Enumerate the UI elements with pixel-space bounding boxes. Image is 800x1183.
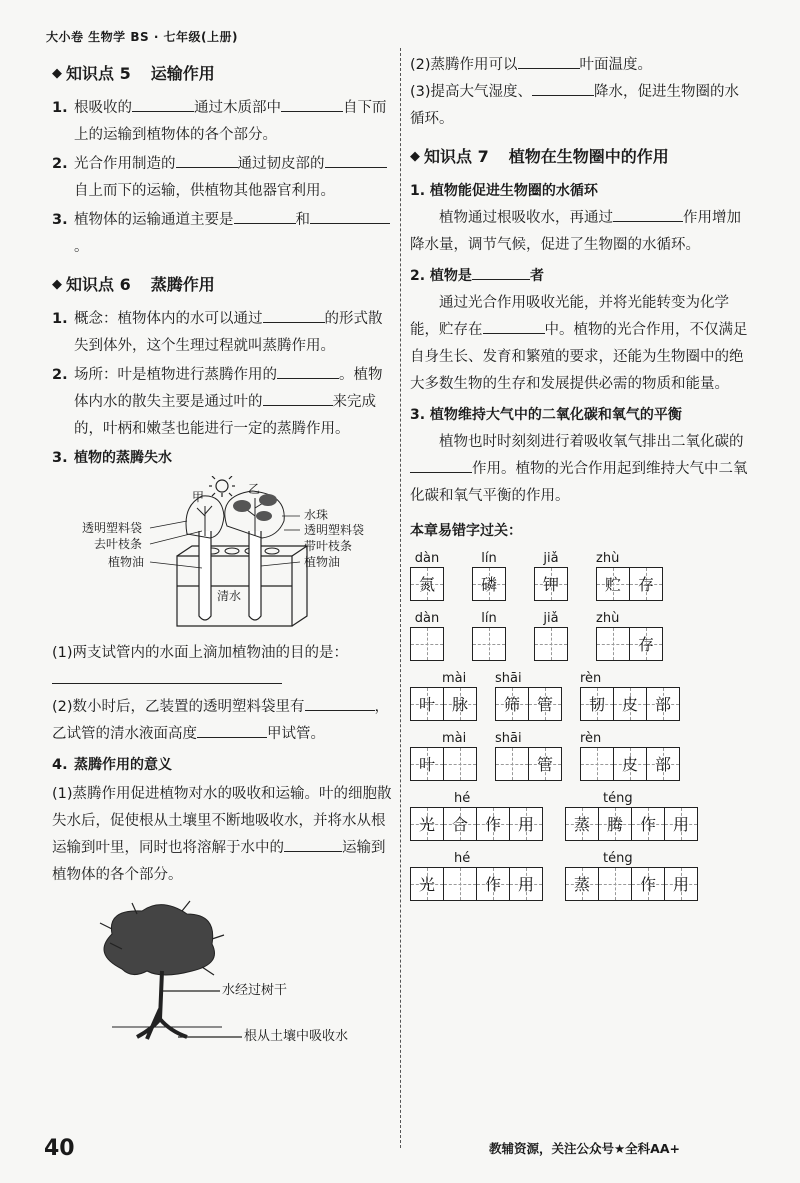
heading-text: 2. 植物是 [410,268,472,284]
char-row-1 [410,551,750,601]
pinyin: lín [481,551,497,566]
k5-item-3 [52,207,392,261]
character: 韧 [588,694,605,714]
char-box[interactable] [665,867,698,901]
section-title: 运输作用 [150,64,215,83]
character: 作 [484,874,501,894]
character: 作 [639,874,656,894]
char-box[interactable] [529,687,562,721]
pinyin: hé [454,851,471,866]
pinyin: téng [603,851,633,866]
item-text: 自上而下的运输，供植物其他器官利用。 [74,183,335,199]
page-header: 大小卷 生物学 BS · 七年级(上册) [46,30,239,44]
blank-field[interactable] [132,95,194,112]
item-number: 4. [52,757,68,773]
char-box[interactable] [444,867,477,901]
char-box[interactable] [472,567,506,601]
paragraph-text: 叶面温度。 [579,57,653,73]
char-box[interactable] [495,747,529,781]
char-box[interactable] [665,807,698,841]
pinyin: jiǎ [543,551,559,566]
character: 用 [517,874,534,894]
blank-field[interactable] [518,52,580,69]
blank-field[interactable] [197,721,267,738]
char-box[interactable] [477,807,510,841]
char-cell [534,551,568,601]
character: 蒸 [573,874,590,894]
char-box[interactable] [477,867,510,901]
char-box[interactable] [599,807,632,841]
tree-illustration [52,899,392,1049]
character: 合 [451,814,468,834]
character: 部 [654,694,671,714]
question-text: 甲试管。 [267,726,325,742]
k7-item-3-heading: 3. 植物维持大气中的二氧化碳和氧气的平衡 [410,407,682,423]
blank-field[interactable] [281,95,343,112]
char-box[interactable] [534,567,568,601]
character: 用 [672,814,689,834]
paragraph-text: (2)蒸腾作用可以 [410,57,518,73]
char-box[interactable] [510,807,543,841]
item-number: 3. [52,212,68,228]
char-box[interactable] [410,687,444,721]
char-box[interactable] [495,687,529,721]
char-pair [596,611,663,661]
diamond-icon: ◆ [52,277,62,292]
pinyin: mài [442,731,467,746]
char-box[interactable] [614,747,647,781]
char-pair [596,551,663,601]
label-jia: 甲 [192,490,205,504]
k6-item-1 [52,306,392,360]
pinyin: dàn [414,611,440,626]
question-text: (1)两支试管内的水面上滴加植物油的目的是： [52,645,349,661]
item-text: 。植物体内水的散失主要是通过叶的 [74,367,383,410]
footer-note: 教辅资源，关注公众号★全科AA+ [488,1141,680,1156]
char-box[interactable] [472,627,506,661]
char-box[interactable] [630,567,663,601]
paragraph-text: (3)提高大气湿度、 [410,84,533,100]
blank-field[interactable] [410,456,472,473]
k6-q1 [52,640,392,694]
section-number: 知识点 6 [66,275,131,294]
label-bag-left: 透明塑料袋 [82,521,143,535]
pinyin: rèn [580,671,602,686]
blank-field[interactable] [350,207,390,224]
item-text: 概念：植物体内的水可以通过 [74,311,263,327]
pinyin: jiǎ [543,611,559,626]
blank-field[interactable] [310,207,350,224]
char-row-4 [410,731,750,781]
section-title: 植物在生物圈中的作用 [508,147,669,166]
char-box[interactable] [632,867,665,901]
paragraph-text: (1)蒸腾作用促进植物对水的吸收和运输。叶的细胞散失水后，促使根从土壤里不断地吸收水，并将水从根运输到叶里，同时也将溶解于水中的 [52,786,392,856]
paragraph-text: 作用增加降水量，调节气候，促进了生物圈的水循环。 [410,210,741,253]
character: 叶 [418,754,435,774]
paragraph-text: 运输到植物体的各个部分。 [52,840,386,883]
blank-field[interactable] [52,667,282,684]
char-cell [534,611,568,661]
char-box[interactable] [510,867,543,901]
item-text: 自下而上的运输到植物体的各个部分。 [74,100,387,143]
page-number: 40 [44,1136,75,1161]
char-box[interactable] [410,567,444,601]
character: 氮 [418,574,435,594]
character: 光 [418,874,435,894]
character: 脉 [451,694,468,714]
char-box[interactable] [410,747,444,781]
column-divider [400,48,401,1148]
item-number: 2. [52,367,68,383]
item-number: 1. [52,311,68,327]
character: 贮 [604,574,621,594]
section-k5-heading [52,60,392,87]
char-group [495,731,562,781]
k6-q2 [52,694,392,748]
char-box[interactable] [444,687,477,721]
character: 光 [418,814,435,834]
character: 筛 [503,694,520,714]
character: 皮 [621,754,638,774]
blank-field[interactable] [613,205,683,222]
blank-field[interactable] [176,151,238,168]
char-box[interactable] [529,747,562,781]
heading-text: 者 [529,268,544,284]
character: 叶 [418,694,435,714]
char-box[interactable] [596,627,630,661]
char-box[interactable] [410,807,444,841]
k6-item-4-text [52,781,392,889]
character: 磷 [480,574,497,594]
char-group [410,851,543,901]
k6-item-4 [52,752,392,779]
sun-icon [209,476,235,497]
k7-item-2-text [410,290,750,398]
char-box[interactable] [632,807,665,841]
pinyin: téng [603,791,633,806]
pinyin: lín [481,611,497,626]
k6-4-sub2 [410,52,750,79]
section-k6-heading [52,271,392,298]
paragraph-text: 植物通过根吸收水，再通过 [439,210,613,226]
paragraph-text: 植物也时时刻刻进行着吸收氧气排出二氧化碳的 [439,434,744,450]
item-text: 场所：叶是植物进行蒸腾作用的 [74,367,277,383]
pinyin: dàn [414,551,440,566]
k6-item-3 [52,445,392,472]
character: 管 [536,694,553,714]
pinyin: zhù [596,611,620,626]
char-box[interactable] [565,867,599,901]
char-box[interactable] [614,687,647,721]
question-text: ，乙试管的清水液面高度 [52,699,390,742]
char-box[interactable] [410,627,444,661]
char-box[interactable] [444,747,477,781]
character: 部 [654,754,671,774]
char-cell [410,551,444,601]
character: 作 [484,814,501,834]
char-group [565,791,698,841]
item-text: 来完成的，叶柄和嫩茎也能进行一定的蒸腾作用。 [74,394,376,437]
item-text: 。 [74,239,89,255]
label-leafless-branch: 去叶枝条 [94,537,143,551]
label-water-drop: 水珠 [304,508,329,522]
pinyin: mài [442,671,467,686]
test-tube-apparatus-illustration [52,476,392,634]
k7-item-3-text [410,429,750,510]
pinyin: shāi [495,671,522,686]
label-leafy-branch: 带叶枝条 [304,539,353,553]
k7-item-1-text [410,205,750,259]
label-yi: 乙 [248,482,261,496]
item-text: 通过木质部中 [194,100,281,116]
char-group [410,791,543,841]
char-cell [410,611,444,661]
item-text: 和 [295,212,310,228]
item-text: 植物体的运输通道主要是 [74,212,234,228]
item-heading: 植物的蒸腾失水 [74,450,172,466]
blank-field[interactable] [277,362,339,379]
char-row-5 [410,791,750,841]
blank-field[interactable] [325,151,387,168]
blank-field[interactable] [234,207,296,224]
char-box[interactable] [647,687,680,721]
char-box[interactable] [580,747,614,781]
pinyin: zhù [596,551,620,566]
section-number: 知识点 7 [424,147,489,166]
character-practice [410,518,750,901]
char-group [410,731,477,781]
char-box[interactable] [596,567,630,601]
tree-label-roots: 根从土壤中吸收水 [244,1029,349,1044]
item-text: 根吸收的 [74,100,132,116]
paragraph-text: 通过光合作用吸收光能，并将光能转变为化学能，贮存在 [410,295,729,338]
char-box[interactable] [580,687,614,721]
label-water: 清水 [217,589,242,603]
character: 皮 [621,694,638,714]
char-box[interactable] [534,627,568,661]
k6-4-sub3 [410,79,750,133]
tree-drawing [52,899,392,1049]
tree-label-trunk: 水经过树干 [222,983,288,998]
character: 存 [637,574,654,594]
k5-item-2 [52,151,392,205]
char-group [580,671,680,721]
left-column [52,54,392,1049]
blank-field[interactable] [532,79,594,96]
character: 管 [536,754,553,774]
right-column [410,52,750,911]
character: 腾 [606,814,623,834]
char-box[interactable] [565,807,599,841]
char-box[interactable] [647,747,680,781]
diamond-icon: ◆ [410,149,420,164]
character: 钾 [542,574,559,594]
item-number: 1. [52,100,68,116]
char-row-6 [410,851,750,901]
char-group [565,851,698,901]
k5-item-1 [52,95,392,149]
pinyin: hé [454,791,471,806]
question-text: (2)数小时后，乙装置的透明塑料袋里有 [52,699,305,715]
char-group [495,671,562,721]
k7-item-1-heading: 1. 植物能促进生物圈的水循环 [410,183,598,199]
k6-item-2 [52,362,392,443]
character: 蒸 [573,814,590,834]
paragraph-text: 降水，促进生物圈的水循环。 [410,84,740,127]
char-box[interactable] [410,867,444,901]
section-title: 蒸腾作用 [150,275,215,294]
char-box[interactable] [630,627,663,661]
section-k7-heading [410,143,750,170]
paragraph-text: 中。植物的光合作用，不仅满足自身生长、发育和繁殖的要求，还能为生物圈中的绝大多数生物的生存和发展提供必需的物质和能量。 [410,322,748,392]
char-group [580,731,680,781]
item-text: 通过韧皮部的 [237,156,325,172]
character-practice-title: 本章易错字过关： [410,523,522,539]
label-oil-left: 植物油 [108,555,145,569]
label-bag-right: 透明塑料袋 [304,523,365,537]
transpiration-diagram [52,476,392,634]
blank-field[interactable] [284,835,342,852]
blank-field[interactable] [263,306,325,323]
char-cell [472,551,506,601]
blank-field[interactable] [472,263,530,280]
character: 用 [672,874,689,894]
diamond-icon: ◆ [52,66,62,81]
character: 存 [637,634,654,654]
character: 作 [639,814,656,834]
blank-field[interactable] [483,317,545,334]
char-cell [472,611,506,661]
item-text: 的形式散失到体外，这个生理过程就叫蒸腾作用。 [74,311,383,354]
pinyin: rèn [580,731,602,746]
char-box[interactable] [599,867,632,901]
char-box[interactable] [444,807,477,841]
char-group [410,671,477,721]
pinyin: shāi [495,731,522,746]
paragraph-text: 作用。植物的光合作用起到维持大气中二氧化碳和氧气平衡的作用。 [410,461,748,504]
section-number: 知识点 5 [66,64,131,83]
item-number: 3. [52,450,68,466]
item-number: 2. [52,156,68,172]
label-oil-right: 植物油 [304,555,341,569]
char-row-2 [410,611,750,661]
char-row-3 [410,671,750,721]
item-heading: 蒸腾作用的意义 [74,757,172,773]
character: 用 [517,814,534,834]
k7-item-2-heading [410,263,750,290]
blank-field[interactable] [305,694,375,711]
blank-field[interactable] [263,389,333,406]
item-text: 光合作用制造的 [74,156,176,172]
